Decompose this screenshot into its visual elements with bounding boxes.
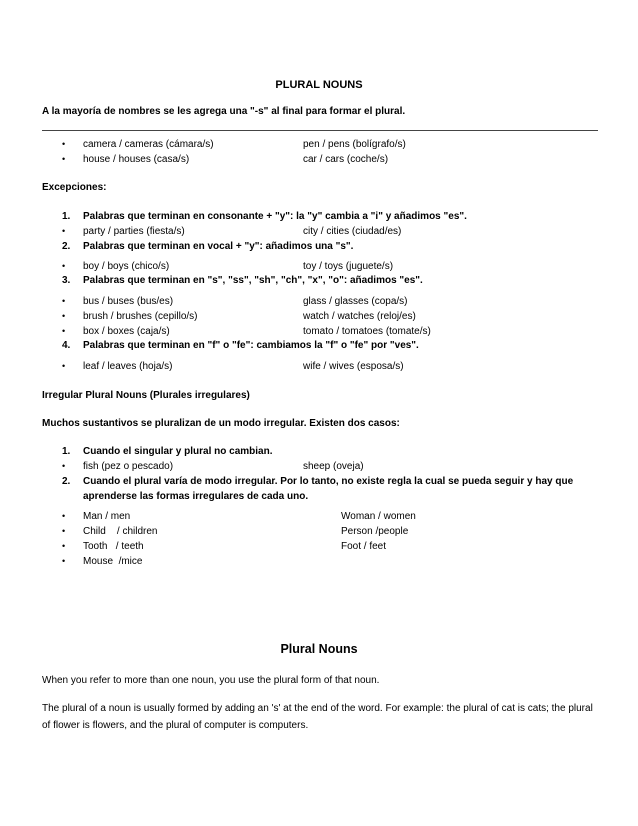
divider-line — [42, 130, 598, 131]
example-singular-plural: Person /people — [341, 526, 409, 537]
example-singular-plural: car / cars (coche/s) — [303, 154, 389, 165]
example-singular-plural: toy / toys (juguete/s) — [303, 261, 394, 272]
rule-number: 2. — [62, 241, 71, 252]
example-singular-plural: Man / men — [83, 511, 131, 522]
bullet-icon: • — [62, 556, 66, 566]
bullet-icon: • — [62, 526, 66, 536]
bullet-icon: • — [62, 226, 66, 236]
example-singular-plural: Child / children — [83, 526, 158, 537]
rule-number: 2. — [62, 476, 71, 487]
rule-text-continued: aprenderse las formas irregulares de cada uno. — [83, 491, 309, 502]
rule-text: Cuando el singular y plural no cambian. — [83, 446, 273, 457]
example-singular-plural: pen / pens (bolígrafo/s) — [303, 139, 406, 150]
rule-text: Cuando el plural varía de modo irregular. Por lo tanto, no existe regla la cual se pueda seguir y hay que — [83, 476, 574, 487]
bullet-icon: • — [62, 361, 66, 371]
irregular-heading: Irregular Plural Nouns (Plurales irregulares) — [42, 390, 250, 401]
example-singular-plural: bus / buses (bus/es) — [83, 296, 174, 307]
bullet-icon: • — [62, 261, 66, 271]
bullet-icon: • — [62, 511, 66, 521]
paragraph: The plural of a noun is usually formed by adding an 's' at the end of the word. For example: the plural of cat is cats; the plural of flower is flowers, and the plural of computer is computers. — [42, 703, 593, 731]
example-singular-plural: party / parties (fiesta/s) — [83, 226, 185, 237]
example-singular-plural: Foot / feet — [341, 541, 387, 552]
rule-text: Palabras que terminan en vocal + "y": añadimos una "s". — [83, 241, 354, 252]
rule-number: 1. — [62, 211, 71, 222]
example-singular-plural: glass / glasses (copa/s) — [303, 296, 408, 307]
rule-text: Palabras que terminan en "f" o "fe": cambiamos la "f" o "fe" por "ves". — [83, 340, 419, 351]
example-singular-plural: Woman / women — [341, 511, 416, 522]
example-singular-plural: sheep (oveja) — [303, 461, 364, 472]
example-singular-plural: boy / boys (chico/s) — [83, 261, 170, 272]
bullet-icon: • — [62, 154, 66, 164]
rule-text: Palabras que terminan en "s", "ss", "sh", "ch", "x", "o": añadimos "es". — [83, 275, 423, 286]
intro-text: A la mayoría de nombres se les agrega una "-s" al final para formar el plural. — [42, 106, 406, 117]
paragraph: When you refer to more than one noun, you use the plural form of that noun. — [42, 675, 380, 686]
exceptions-label: Excepciones: — [42, 182, 107, 193]
irregular-intro: Muchos sustantivos se pluralizan de un modo irregular. Existen dos casos: — [42, 418, 400, 429]
example-singular-plural: city / cities (ciudad/es) — [303, 226, 402, 237]
bullet-icon: • — [62, 461, 66, 471]
rule-number: 1. — [62, 446, 71, 457]
rule-number: 4. — [62, 340, 71, 351]
example-singular-plural: house / houses (casa/s) — [83, 154, 190, 165]
bullet-icon: • — [62, 311, 66, 321]
example-singular-plural: tomato / tomatoes (tomate/s) — [303, 326, 431, 337]
rule-text: Palabras que terminan en consonante + "y": la "y" cambia a "i" y añadimos "es". — [83, 211, 467, 222]
example-singular-plural: camera / cameras (cámara/s) — [83, 139, 214, 150]
example-singular-plural: fish (pez o pescado) — [83, 461, 174, 472]
rule-number: 3. — [62, 275, 71, 286]
example-singular-plural: box / boxes (caja/s) — [83, 326, 170, 337]
example-singular-plural: brush / brushes (cepillo/s) — [83, 311, 198, 322]
example-singular-plural: Mouse /mice — [83, 556, 143, 567]
bullet-icon: • — [62, 541, 66, 551]
example-singular-plural: Tooth / teeth — [83, 541, 144, 552]
bullet-icon: • — [62, 326, 66, 336]
bullet-icon: • — [62, 139, 66, 149]
example-singular-plural: wife / wives (esposa/s) — [303, 361, 404, 372]
example-singular-plural: watch / watches (reloj/es) — [303, 311, 416, 322]
section-title-plural-nouns: Plural Nouns — [280, 642, 358, 656]
example-singular-plural: leaf / leaves (hoja/s) — [83, 361, 173, 372]
document-title: PLURAL NOUNS — [275, 79, 363, 91]
bullet-icon: • — [62, 296, 66, 306]
